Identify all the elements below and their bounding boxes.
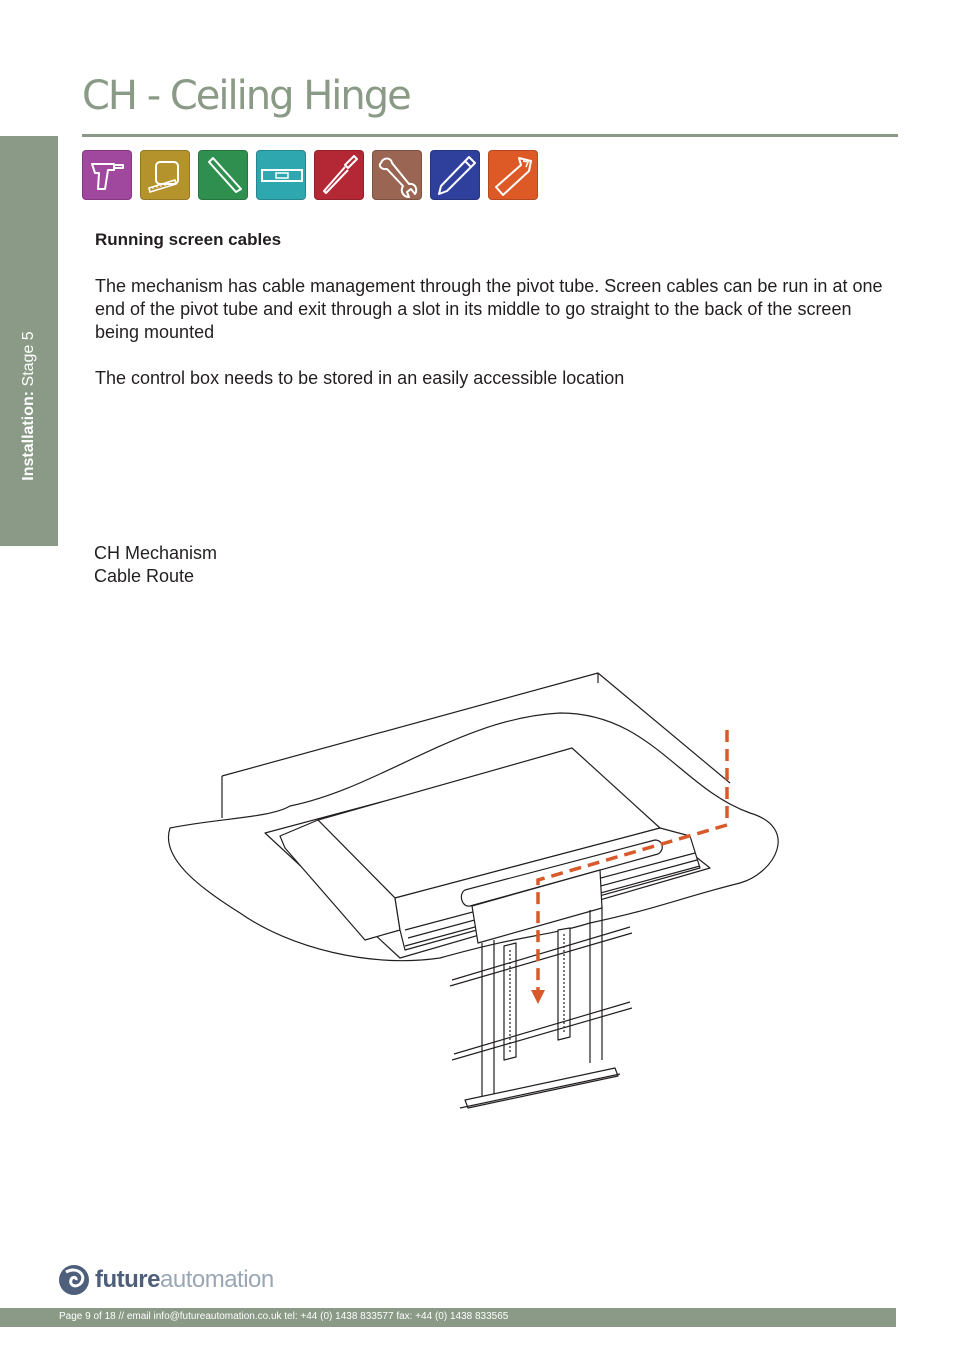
spanner-icon	[372, 150, 422, 200]
tool-icons-row	[82, 150, 538, 200]
page-title: CH - Ceiling Hinge	[82, 73, 410, 119]
side-stage-tab	[0, 136, 58, 546]
frame-post-right	[590, 906, 602, 1063]
drill-icon	[82, 150, 132, 200]
caption-line-2: Cable Route	[94, 566, 195, 586]
paragraph-cable-management: The mechanism has cable management through the pivot tube. Screen cables can be run in at one end of the pivot tube and exit through a slot in its middle to go straight to the back of the screen being mounted	[95, 276, 883, 342]
saw-icon	[488, 150, 538, 200]
logo-word-future: future	[95, 1266, 160, 1293]
paragraph-control-box: The control box needs to be stored in an easily accessible location	[95, 368, 625, 388]
figure-caption	[94, 542, 217, 588]
section-heading: Running screen cables	[95, 230, 282, 249]
screwdriver-icon	[314, 150, 364, 200]
footer-bar	[0, 1308, 896, 1327]
caption-line-1: CH Mechanism	[94, 543, 218, 563]
side-stage-label-bold: Installation:	[20, 390, 37, 481]
title-divider	[82, 134, 898, 137]
cable-route-arrowhead	[531, 990, 545, 1004]
company-logo	[57, 1263, 274, 1297]
frame-post-left	[482, 940, 494, 1100]
logo-wordmark	[95, 1266, 274, 1294]
tape-measure-icon	[140, 150, 190, 200]
side-stage-label	[20, 331, 38, 480]
cross-bar-lower	[452, 1002, 632, 1060]
cable-route-diagram	[160, 668, 790, 1118]
logo-swirl-icon	[57, 1263, 91, 1297]
pencil-icon	[430, 150, 480, 200]
side-stage-label-rest: Stage 5	[20, 331, 37, 391]
spirit-level-icon	[256, 150, 306, 200]
footer-contact-text: Page 9 of 18 // email info@futureautomation.co.uk tel: +44 (0) 1438 833577 fax: +44 (0) 1438 833565	[59, 1311, 509, 1322]
allen-key-icon	[198, 150, 248, 200]
logo-word-automation: automation	[160, 1266, 274, 1293]
